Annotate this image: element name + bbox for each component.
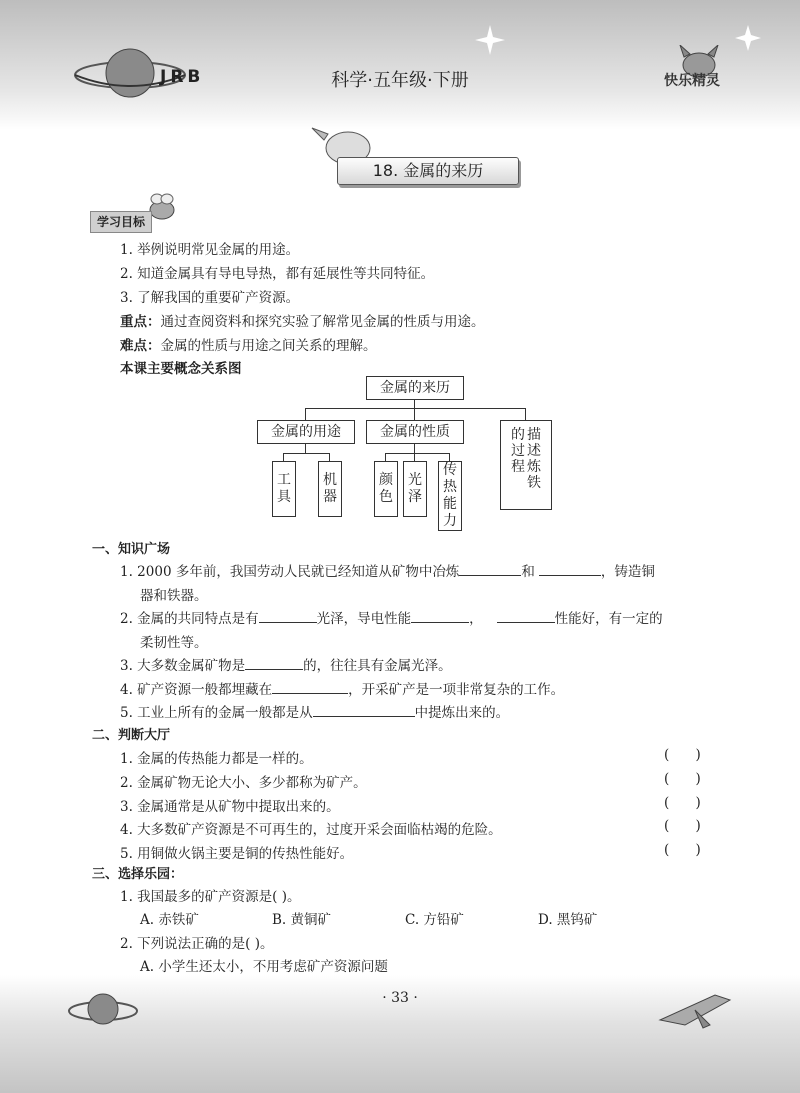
hard-text: 金属的性质与用途之间关系的理解。 [160, 338, 377, 354]
judge-item: 2. 金属矿物无论大小、多少都称为矿产。 [120, 775, 367, 791]
question-text: 和 [521, 564, 535, 580]
answer-paren[interactable]: ( ) [664, 818, 701, 834]
map-leaf [403, 461, 427, 517]
choice-option[interactable]: D. 黑钨矿 [538, 912, 598, 928]
judge-item: 4. 大多数矿产资源是不可再生的，过度开采会面临枯竭的危险。 [120, 822, 502, 838]
judge-item: 1. 金属的传热能力都是一样的。 [120, 751, 313, 767]
map-leaf-char: 泽 [408, 489, 422, 505]
key-text: 通过查阅资料和探究实验了解常见金属的性质与用途。 [160, 314, 485, 330]
map-leaf-char: 机 [323, 472, 337, 488]
choice-option[interactable]: A. 赤铁矿 [140, 912, 199, 928]
map-leaf-char: 色 [379, 489, 393, 505]
map-leaf-char: 光 [408, 472, 422, 488]
map-leaf-char: 力 [443, 513, 457, 529]
map-story-char: 的 [511, 427, 525, 443]
goal-item: 2. 知道金属具有导电导热，都有延展性等共同特征。 [120, 266, 435, 282]
map-leaf-char: 具 [277, 489, 291, 505]
question-text: ，铸造铜 [600, 564, 655, 580]
question-text: 1. 2000 多年前，我国劳动人民就已经知道从矿物中冶炼 [120, 564, 460, 580]
page-number: · 33 · [382, 990, 418, 1006]
question-text: ， [469, 611, 483, 627]
answer-blank[interactable] [259, 609, 317, 623]
question-text: 的，往往具有金属光泽。 [303, 658, 452, 674]
concept-map-title: 本课主要概念关系图 [120, 361, 242, 377]
section-title: 三、选择乐园： [92, 867, 184, 882]
hard-label: 难点： [120, 338, 161, 354]
map-leaf [438, 461, 462, 531]
map-leaf-char: 颜 [379, 472, 393, 488]
map-story-char: 过 [511, 443, 525, 459]
question-continuation: 柔韧性等。 [140, 635, 208, 651]
brand-logo: 快乐精灵 [664, 73, 720, 89]
question-item [120, 701, 509, 721]
connector [305, 408, 525, 409]
connector [305, 443, 306, 453]
connector [414, 408, 415, 420]
answer-blank[interactable] [245, 656, 303, 670]
map-uses: 金属的用途 [257, 420, 355, 444]
map-leaf [318, 461, 342, 517]
question-text: 4. 矿产资源一般都埋藏在 [120, 682, 273, 698]
answer-blank[interactable] [459, 562, 521, 576]
choice-option[interactable]: A. 小学生还太小，不用考虑矿产资源问题 [140, 959, 388, 975]
map-story-char: 炼 [527, 459, 541, 475]
map-leaf-char: 能 [443, 496, 457, 512]
choice-question: 1. 我国最多的矿产资源是( )。 [120, 889, 301, 905]
connector [449, 453, 450, 461]
answer-blank[interactable] [539, 562, 601, 576]
goal-item: 1. 举例说明常见金属的用途。 [120, 242, 300, 258]
connector [414, 443, 415, 453]
map-root: 金属的来历 [366, 376, 464, 400]
map-leaf [272, 461, 296, 517]
star-icon [735, 25, 761, 51]
question-text: 中提炼出来的。 [414, 705, 510, 721]
answer-paren[interactable]: ( ) [664, 771, 701, 787]
answer-paren[interactable]: ( ) [664, 842, 701, 858]
spaceship-icon [655, 980, 735, 1040]
question-item [120, 654, 452, 674]
map-story-char: 描 [527, 427, 541, 443]
map-story [500, 420, 552, 510]
map-story-char: 铁 [527, 475, 541, 491]
map-leaf-char: 热 [443, 479, 457, 495]
map-leaf [374, 461, 398, 517]
goal-item: 3. 了解我国的重要矿产资源。 [120, 290, 300, 306]
connector [385, 453, 449, 454]
goals-tag: 学习目标 [90, 211, 152, 233]
series-label: JRB [160, 67, 205, 87]
map-leaf-char: 器 [323, 489, 337, 505]
connector [283, 453, 329, 454]
connector [525, 408, 526, 420]
star-icon [475, 25, 505, 55]
question-item [120, 560, 655, 580]
key-label: 重点： [120, 314, 161, 330]
question-item [120, 678, 564, 698]
answer-blank[interactable] [497, 609, 555, 623]
key-point [120, 310, 485, 330]
judge-item: 3. 金属通常是从矿物中提取出来的。 [120, 799, 340, 815]
question-continuation: 器和铁器。 [140, 588, 208, 604]
map-story-char: 述 [527, 443, 541, 459]
question-text: 3. 大多数金属矿物是 [120, 658, 246, 674]
connector [385, 453, 386, 461]
judge-item: 5. 用铜做火锅主要是铜的传热性能好。 [120, 846, 354, 862]
answer-blank[interactable] [411, 609, 469, 623]
question-text: ，开采矿产是一项非常复杂的工作。 [348, 682, 565, 698]
section-title: 一、知识广场 [92, 542, 171, 557]
difficult-point [120, 334, 377, 354]
answer-paren[interactable]: ( ) [664, 795, 701, 811]
connector [414, 399, 415, 408]
question-text: 性能好，有一定的 [554, 611, 663, 627]
lesson-title: 18. 金属的来历 [337, 157, 519, 185]
choice-question: 2. 下列说法正确的是( )。 [120, 936, 274, 952]
map-leaf-char: 工 [277, 472, 291, 488]
connector [329, 453, 330, 461]
map-story-char: 程 [511, 459, 525, 475]
map-props: 金属的性质 [366, 420, 464, 444]
choice-option[interactable]: B. 黄铜矿 [272, 912, 332, 928]
answer-blank[interactable] [272, 680, 348, 694]
map-leaf-char: 传 [443, 462, 457, 478]
question-item [120, 607, 663, 627]
section-title: 二、判断大厅 [92, 728, 171, 743]
answer-paren[interactable]: ( ) [664, 747, 701, 763]
question-text: 5. 工业上所有的金属一般都是从 [120, 705, 313, 721]
question-text: 2. 金属的共同特点是有 [120, 611, 259, 627]
book-title: 科学·五年级·下册 [331, 70, 469, 91]
question-text: 光泽，导电性能 [316, 611, 412, 627]
answer-blank[interactable] [313, 703, 415, 717]
connector [414, 453, 415, 461]
choice-option[interactable]: C. 方铅矿 [405, 912, 464, 928]
planet-icon [65, 985, 145, 1035]
connector [305, 408, 306, 420]
connector [283, 453, 284, 461]
